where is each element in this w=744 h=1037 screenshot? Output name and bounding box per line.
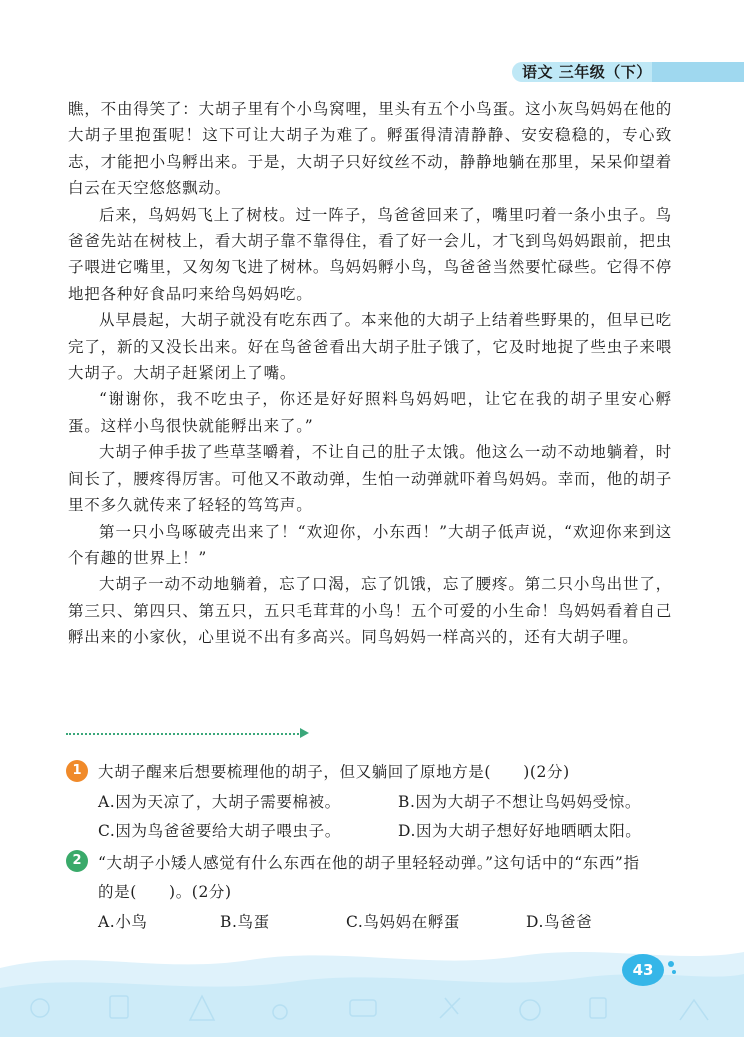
question-2-number-badge: 2 — [66, 850, 88, 872]
decorative-dot — [668, 961, 674, 967]
question-2-stem: “大胡子小矮人感觉有什么东西在他的胡子里轻轻动弹。”这句话中的“东西”指 — [98, 854, 640, 872]
page-number: 43 — [622, 954, 664, 986]
question-1-number-badge: 1 — [66, 760, 88, 782]
passage-paragraph: 瞧，不由得笑了：大胡子里有个小鸟窝哩，里头有五个小鸟蛋。这小灰鸟妈妈在他的大胡子里抱蛋呢！这下可让大胡子为难了。孵蛋得清清静静、安安稳稳的，专心致志，才能把小鸟孵出来。于是，大胡子只好纹丝不动，静静地躺在那里，呆呆仰望着白云在天空悠悠飘动。 — [68, 100, 672, 198]
reading-passage — [68, 96, 672, 651]
passage-paragraph: “谢谢你，我不吃虫子，你还是好好照料鸟妈妈吧，让它在我的胡子里安心孵蛋。这样小鸟很快就能孵出来了。” — [68, 390, 672, 435]
passage-paragraph: 第一只小鸟啄破壳出来了！“欢迎你，小东西！”大胡子低声说，“欢迎你来到这个有趣的世界上！” — [68, 522, 672, 567]
arrow-right-icon — [300, 728, 309, 738]
question-2-option-d[interactable]: D.鸟爸爸 — [526, 913, 593, 931]
question-2-option-b[interactable]: B.鸟蛋 — [220, 913, 270, 931]
question-2-stem-continued: 的是( )。(2分) — [98, 883, 232, 901]
passage-paragraph: 后来，鸟妈妈飞上了树枝。过一阵子，鸟爸爸回来了，嘴里叼着一条小虫子。鸟爸爸先站在树枝上，看大胡子靠不靠得住，看了好一会儿，才飞到鸟妈妈跟前，把虫子喂进它嘴里，又匆匆飞进了树林。鸟妈妈孵小鸟，鸟爸爸当然要忙碌些。它得不停地把各种好食品叼来给鸟妈妈吃。 — [68, 205, 672, 303]
question-1-option-c[interactable]: C.因为鸟爸爸要给大胡子喂虫子。 — [98, 822, 341, 840]
passage-paragraph: 大胡子一动不动地躺着，忘了口渴，忘了饥饿，忘了腰疼。第二只小鸟出世了，第三只、第四只、第五只，五只毛茸茸的小鸟！五个可爱的小生命！鸟妈妈看着自己孵出来的小家伙，心里说不出有多高兴。同鸟妈妈一样高兴的，还有大胡子哩。 — [68, 575, 672, 647]
question-1-stem: 大胡子醒来后想要梳理他的胡子，但又躺回了原地方是( )(2分) — [98, 763, 570, 781]
passage-paragraph: 从早晨起，大胡子就没有吃东西了。本来他的大胡子上结着些野果的，但早已吃完了，新的又没长出来。好在鸟爸爸看出大胡子肚子饿了，它及时地捉了些虫子来喂大胡子。大胡子赶紧闭上了嘴。 — [68, 311, 672, 383]
subject-grade-label: 语文 三年级（下） — [522, 63, 652, 81]
question-1-option-d[interactable]: D.因为大胡子想好好地晒晒太阳。 — [398, 822, 642, 840]
header-tab-accent — [652, 62, 744, 82]
passage-paragraph: 大胡子伸手拔了些草茎嚼着，不让自己的肚子太饿。他这么一动不动地躺着，时间长了，腰疼得厉害。可他又不敢动弹，生怕一动弹就吓着鸟妈妈。幸而，他的胡子里不多久就传来了轻轻的笃笃声。 — [68, 443, 672, 515]
section-divider — [66, 733, 302, 735]
question-2-option-c[interactable]: C.鸟妈妈在孵蛋 — [346, 913, 461, 931]
question-2-option-a[interactable]: A.小鸟 — [98, 913, 148, 931]
question-1-option-a[interactable]: A.因为天凉了，大胡子需要棉被。 — [98, 793, 341, 811]
question-1-option-b[interactable]: B.因为大胡子不想让鸟妈妈受惊。 — [398, 793, 641, 811]
decorative-dot — [672, 970, 676, 974]
